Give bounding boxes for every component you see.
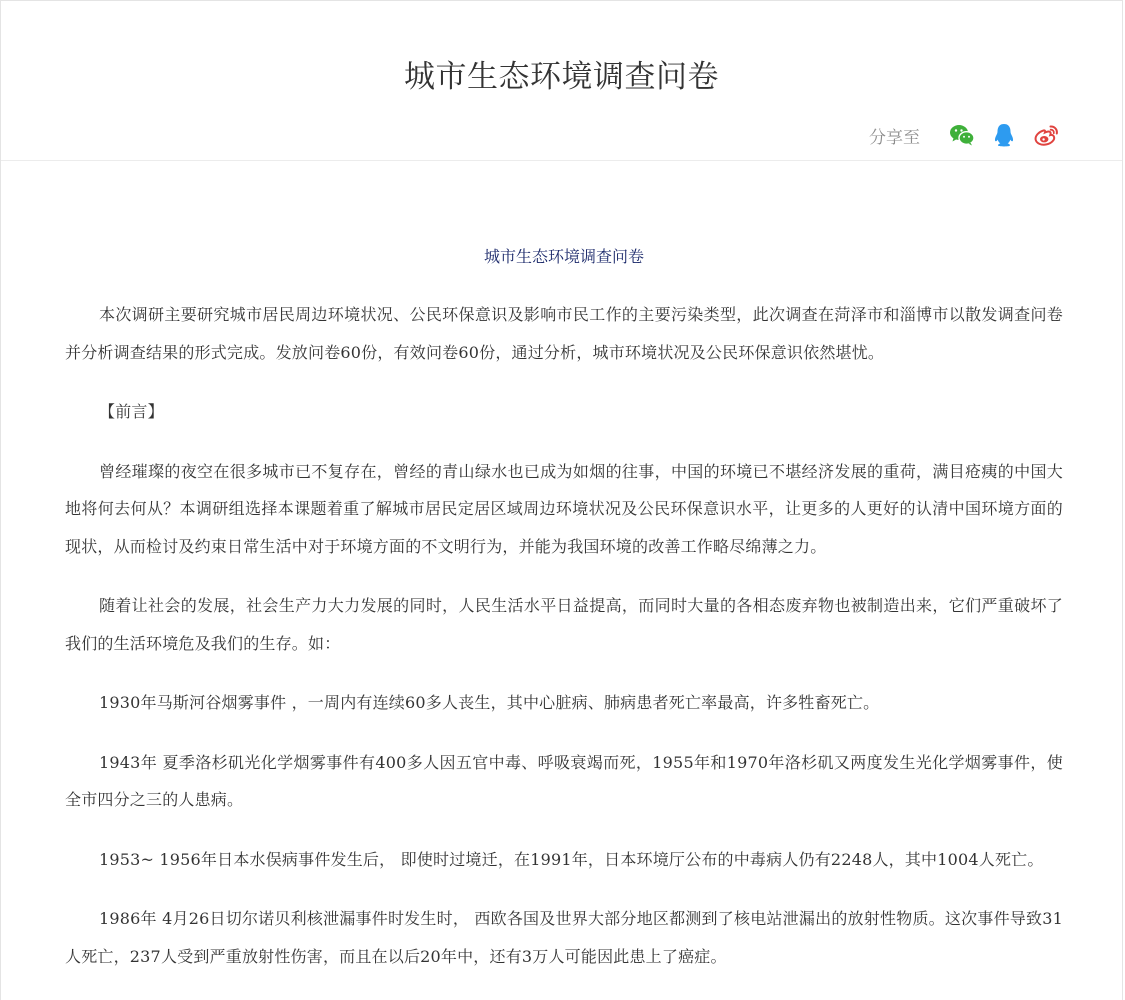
paragraph: 1986年 4月26日切尔诺贝利核泄漏事件时发生时， 西欧各国及世界大部分地区都测到了核电站泄漏出的放射性物质。这次事件导致31人死亡，237人受到严重放射性伤害，而且在以后20年中，还有3万人可能因此患上了癌症。 (65, 909, 1063, 966)
share-label: 分享至 (869, 127, 920, 148)
paragraph: 曾经璀璨的夜空在很多城市已不复存在，曾经的青山绿水也已成为如烟的往事，中国的环境已不堪经济发展的重荷，满目疮痍的中国大地将何去何从？本调研组选择本课题着重了解城市居民定居区域周边环境状况及公民环保意识水平，让更多的人更好的认清中国环境方面的现状，从而检讨及约束日常生活中对于环境方面的不文明行为，并能为我国环境的改善工作略尽绵薄之力。 (65, 461, 1063, 556)
page-title: 城市生态环境调查问卷 (404, 59, 719, 95)
weibo-icon[interactable] (1032, 121, 1060, 149)
article-body (65, 161, 1063, 975)
document-title: 城市生态环境调查问卷 (483, 247, 644, 266)
share-bar (869, 121, 1060, 149)
paragraph: 1953~ 1956年日本水俣病事件发生后， 即使时过境迁，在1991年，日本环境厅公布的中毒病人仍有2248人，其中1004人死亡。 (99, 849, 1044, 869)
paragraph: 1943年 夏季洛杉矶光化学烟雾事件有400多人因五官中毒、呼吸衰竭而死，1955年和1970年洛杉矶又两度发生光化学烟雾事件，使全市四分之三的人患病。 (65, 752, 1063, 809)
paragraph: 随着让社会的发展，社会生产力大力发展的同时，人民生活水平日益提高，而同时大量的各相态废弃物也被制造出来，它们严重破坏了我们的生活环境危及我们的生存。如： (65, 596, 1063, 653)
qq-icon[interactable] (990, 121, 1018, 149)
wechat-icon[interactable] (948, 121, 976, 149)
header (1, 1, 1122, 161)
paragraph: 本次调研主要研究城市居民周边环境状况、公民环保意识及影响市民工作的主要污染类型，此次调查在菏泽市和淄博市以散发调查问卷并分析调查结果的形式完成。发放问卷60份，有效问卷60份，通过分析，城市环境状况及公民环保意识依然堪忧。 (65, 305, 1063, 362)
section-heading: 【前言】 (99, 402, 164, 421)
paragraph: 1930年马斯河谷烟雾事件 ，一周内有连续60多人丧生，其中心脏病、肺病患者死亡率最高，许多牲畜死亡。 (99, 693, 880, 712)
